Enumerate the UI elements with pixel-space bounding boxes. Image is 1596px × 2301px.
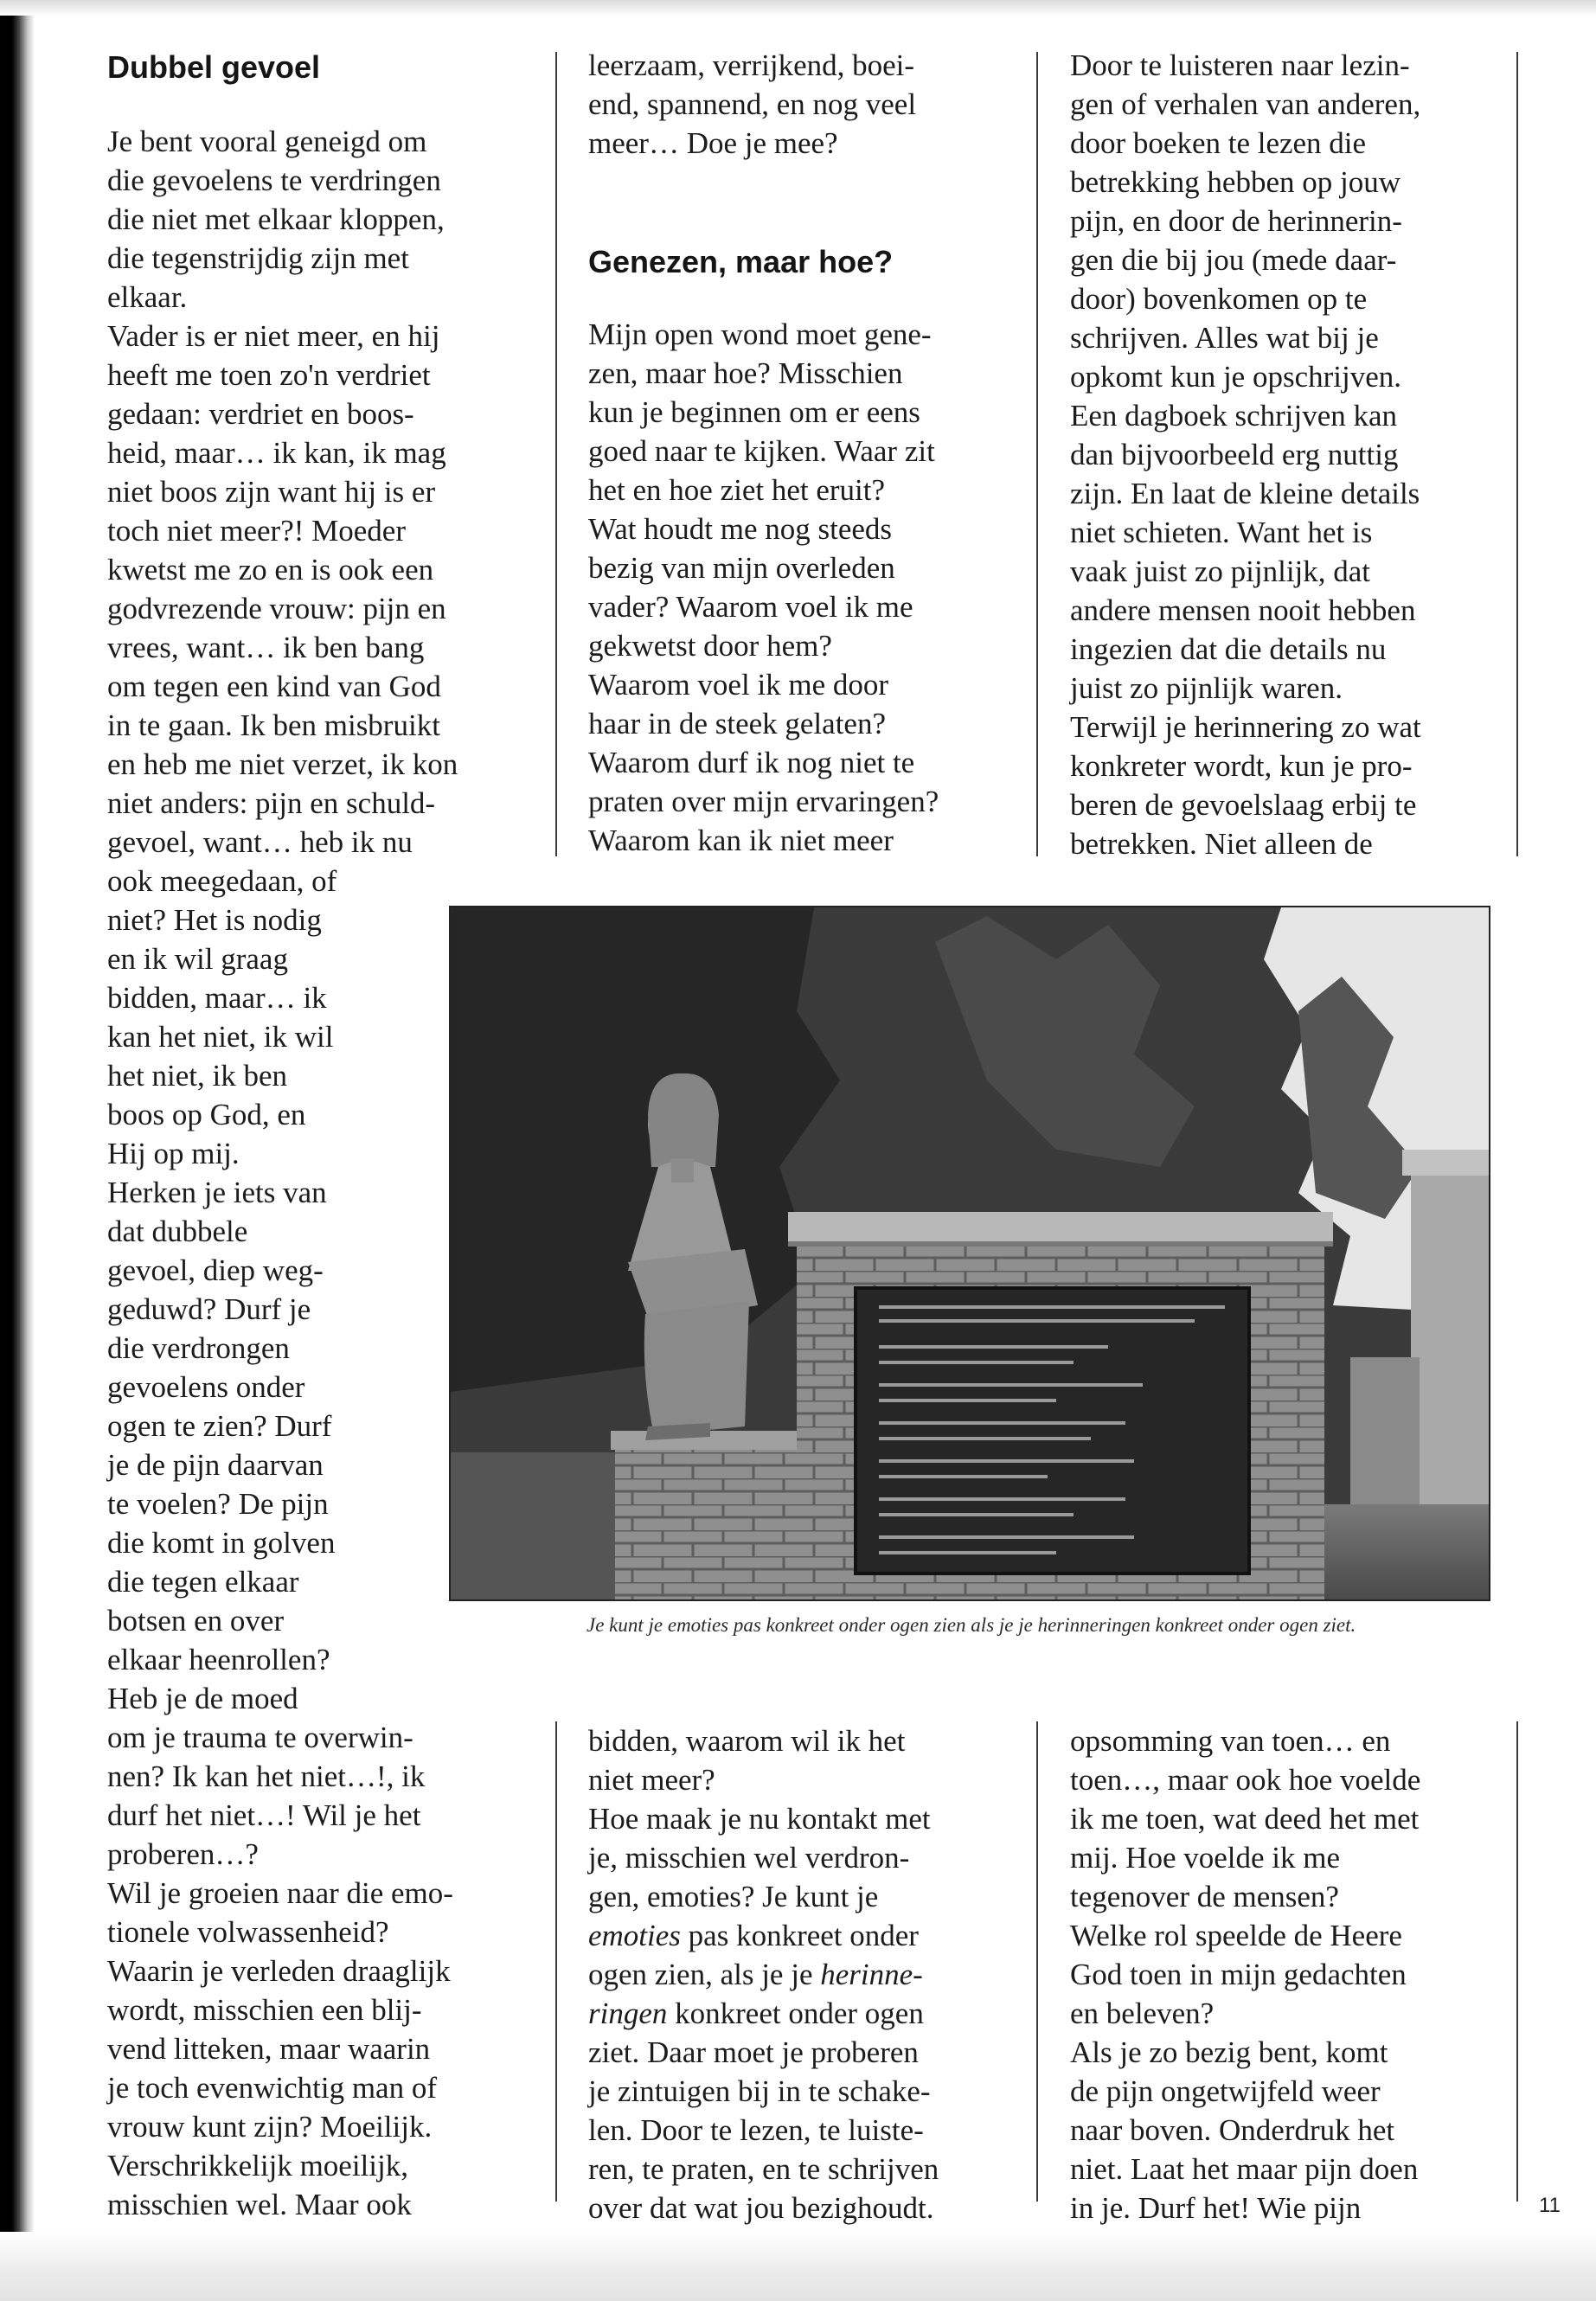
text-line: in te gaan. Ik ben misbruikt: [107, 708, 440, 742]
text-line: leerzaam, verrijkend, boei-: [588, 48, 915, 82]
text-line: Mijn open wond moet gene-: [588, 317, 932, 351]
text-line: gekwetst door hem?: [588, 629, 832, 663]
text-line: meer… Doe je mee?: [588, 126, 838, 160]
text-line: elkaar heenrollen?: [107, 1643, 330, 1676]
column-2-bottom-text: [588, 1721, 939, 2227]
text-line: kwetst me zo en is ook een: [107, 553, 434, 586]
text-line: gevoelens onder: [107, 1370, 305, 1404]
column-rule-1: [555, 52, 557, 856]
text-line: ogen te zien? Durf: [107, 1409, 332, 1443]
text-line: zijn. En laat de kleine details: [1070, 477, 1420, 510]
text-line: ren, te praten, en te schrijven: [588, 2152, 939, 2186]
text-line: dat dubbele: [107, 1215, 248, 1248]
section-heading-dubbel-gevoel: Dubbel gevoel: [107, 49, 321, 85]
text-fragment: pas konkreet onder: [680, 1919, 919, 1952]
text-line: en ik wil graag: [107, 942, 288, 976]
text-line: tegenover de mensen?: [1070, 1880, 1339, 1913]
text-line: je, misschien wel verdron-: [588, 1841, 910, 1875]
column-rule-4: [555, 1721, 557, 2202]
text-line: Waarom voel ik me door: [588, 668, 889, 702]
text-line: opkomt kun je opschrijven.: [1070, 360, 1402, 394]
text-line: praten over mijn ervaringen?: [588, 785, 939, 818]
text-line: Je bent vooral geneigd om: [107, 125, 427, 158]
text-line: niet? Het is nodig: [107, 903, 322, 937]
text-line: [588, 1916, 939, 1955]
text-line: zen, maar hoe? Misschien: [588, 356, 903, 390]
text-line: botsen en over: [107, 1604, 285, 1638]
text-line: die gevoelens te verdringen: [107, 163, 441, 197]
text-line: Terwijl je herinnering zo wat: [1070, 710, 1421, 744]
text-line: [588, 1994, 939, 2033]
text-line: heeft me toen zo'n verdriet: [107, 358, 431, 392]
text-line: gevoel, diep weg-: [107, 1253, 324, 1287]
text-line: vader? Waarom voel ik me: [588, 590, 913, 624]
text-line: elkaar.: [107, 280, 188, 314]
column-3-bottom-text: [1070, 1721, 1420, 2227]
text-line: konkreter wordt, kun je pro-: [1070, 749, 1413, 783]
text-line: beren de gevoelslaag erbij te: [1070, 788, 1417, 822]
italic-word: emoties: [588, 1919, 681, 1952]
text-fragment: ogen zien, als je je: [588, 1958, 821, 1991]
text-line: Vader is er niet meer, en hij: [107, 319, 440, 353]
text-line: gevoel, want… heb ik nu: [107, 825, 413, 859]
text-line: vrouw kunt zijn? Moeilijk.: [107, 2110, 433, 2144]
text-line: proberen…?: [107, 1837, 259, 1871]
scan-edge-left: [0, 0, 35, 2301]
text-line: naar boven. Onderdruk het: [1070, 2113, 1395, 2147]
text-line: Wat houdt me nog steeds: [588, 512, 893, 546]
text-line: mij. Hoe voelde ik me: [1070, 1841, 1341, 1875]
column-rule-2: [1036, 52, 1038, 856]
text-fragment: konkreet onder ogen: [667, 1997, 924, 2030]
text-line: ziet. Daar moet je proberen: [588, 2035, 919, 2069]
text-line: ik me toen, wat deed het met: [1070, 1802, 1420, 1836]
text-line: toch niet meer?! Moeder: [107, 514, 406, 548]
text-line: juist zo pijnlijk waren.: [1070, 671, 1343, 705]
column-rule-5: [1036, 1721, 1038, 2202]
text-line: ingezien dat die details nu: [1070, 632, 1387, 666]
text-line: over dat wat jou bezighoudt.: [588, 2191, 934, 2225]
text-line: niet. Laat het maar pijn doen: [1070, 2152, 1419, 2186]
text-line: door) bovenkomen op te: [1070, 282, 1368, 316]
text-line: gedaan: verdriet en boos-: [107, 397, 414, 431]
text-line: Waarom durf ik nog niet te: [588, 746, 915, 779]
text-line: [588, 1955, 939, 1994]
text-line: het en hoe ziet het eruit?: [588, 473, 886, 507]
text-line: toen…, maar ook hoe voelde: [1070, 1763, 1421, 1797]
text-line: opsomming van toen… en: [1070, 1724, 1391, 1758]
section-heading-genezen-maar-hoe: Genezen, maar hoe?: [588, 244, 894, 279]
text-line: die tegenstrijdig zijn met: [107, 241, 409, 275]
text-line: bidden, maar… ik: [107, 981, 327, 1015]
text-line: en beleven?: [1070, 1997, 1215, 2030]
text-line: durf het niet…! Wil je het: [107, 1798, 421, 1832]
text-line: je toch evenwichtig man of: [107, 2071, 437, 2105]
text-line: andere mensen nooit hebben: [1070, 593, 1416, 627]
text-line: niet boos zijn want hij is er: [107, 475, 436, 509]
text-line: niet meer?: [588, 1763, 715, 1797]
text-line: schrijven. Alles wat bij je: [1070, 321, 1379, 355]
text-line: Waarin je verleden draaglijk: [107, 1954, 451, 1988]
text-line: Een dagboek schrijven kan: [1070, 399, 1398, 433]
text-line: misschien wel. Maar ook: [107, 2188, 412, 2221]
column-rule-3: [1516, 52, 1518, 856]
text-line: gen die bij jou (mede daar-: [1070, 243, 1397, 277]
text-line: vrees, want… ik ben bang: [107, 631, 425, 664]
text-line: die niet met elkaar kloppen,: [107, 202, 445, 236]
text-line: gen, emoties? Je kunt je: [588, 1880, 879, 1913]
text-line: wordt, misschien een blij-: [107, 1993, 422, 2027]
text-line: Welke rol speelde de Heere: [1070, 1919, 1402, 1952]
text-line: door boeken te lezen die: [1070, 126, 1367, 160]
text-line: die tegen elkaar: [107, 1565, 299, 1599]
text-line: bezig van mijn overleden: [588, 551, 895, 585]
text-line: Herken je iets van: [107, 1176, 327, 1209]
text-line: Hoe maak je nu kontakt met: [588, 1802, 931, 1836]
text-line: heid, maar… ik kan, ik mag: [107, 436, 446, 470]
text-line: om je trauma te overwin-: [107, 1721, 413, 1754]
text-line: Waarom kan ik niet meer: [588, 824, 894, 857]
text-line: om tegen een kind van God: [107, 670, 441, 703]
text-line: haar in de steek gelaten?: [588, 707, 886, 740]
scan-edge-bottom: [0, 2232, 1596, 2301]
text-line: het niet, ik ben: [107, 1059, 288, 1093]
text-line: te voelen? De pijn: [107, 1487, 329, 1521]
memorial-photo-image: [451, 907, 1489, 1599]
text-line: Heb je de moed: [107, 1682, 298, 1715]
text-line: niet schieten. Want het is: [1070, 516, 1373, 549]
text-line: dan bijvoorbeeld erg nuttig: [1070, 438, 1399, 471]
column-2-top-text: [588, 46, 916, 163]
text-line: vend litteken, maar waarin: [107, 2032, 431, 2066]
text-line: nen? Ik kan het niet…!, ik: [107, 1759, 426, 1793]
column-3-top-text: [1070, 46, 1421, 863]
text-line: Door te luisteren naar lezin-: [1070, 48, 1410, 82]
scan-edge-top: [0, 0, 1596, 16]
text-line: Hij op mij.: [107, 1137, 240, 1170]
text-line: Verschrikkelijk moeilijk,: [107, 2149, 408, 2182]
text-line: gen of verhalen van anderen,: [1070, 87, 1421, 121]
italic-word: herinne-: [820, 1958, 923, 1991]
text-line: tionele volwassenheid?: [107, 1915, 389, 1949]
text-line: de pijn ongetwijfeld weer: [1070, 2074, 1381, 2108]
text-line: bidden, waarom wil ik het: [588, 1724, 906, 1758]
italic-word: ringen: [588, 1997, 668, 2030]
text-line: kan het niet, ik wil: [107, 1020, 334, 1054]
text-line: ook meegedaan, of: [107, 864, 337, 898]
text-line: len. Door te lezen, te luiste-: [588, 2113, 924, 2147]
text-line: je zintuigen bij in te schake-: [588, 2074, 931, 2108]
text-line: vaak juist zo pijnlijk, dat: [1070, 554, 1371, 588]
memorial-photo: [449, 906, 1490, 1601]
text-line: goed naar te kijken. Waar zit: [588, 434, 935, 468]
text-line: kun je beginnen om er eens: [588, 395, 920, 429]
text-line: betrekking hebben op jouw: [1070, 165, 1401, 199]
text-line: die komt in golven: [107, 1526, 336, 1560]
text-line: Als je zo bezig bent, komt: [1070, 2035, 1388, 2069]
text-line: pijn, en door de herinnerin-: [1070, 204, 1402, 238]
text-line: en heb me niet verzet, ik kon: [107, 747, 458, 781]
text-line: die verdrongen: [107, 1331, 290, 1365]
column-1-text: [107, 122, 458, 2224]
photo-caption: Je kunt je emoties pas konkreet onder ogen zien als je je herinneringen konkreet onder ogen ziet.: [586, 1614, 1356, 1636]
text-line: betrekken. Niet alleen de: [1070, 827, 1373, 861]
text-line: God toen in mijn gedachten: [1070, 1958, 1407, 1991]
text-line: geduwd? Durf je: [107, 1292, 311, 1326]
column-rule-6: [1516, 1721, 1518, 2202]
text-line: end, spannend, en nog veel: [588, 87, 917, 121]
text-line: Wil je groeien naar die emo-: [107, 1876, 453, 1910]
text-line: boos op God, en: [107, 1098, 306, 1131]
page-number: 11: [1539, 2194, 1561, 2217]
text-line: niet anders: pijn en schuld-: [107, 786, 436, 820]
text-line: in je. Durf het! Wie pijn: [1070, 2191, 1362, 2225]
column-2-middle-text: [588, 315, 939, 860]
text-line: godvrezende vrouw: pijn en: [107, 592, 446, 625]
text-line: je de pijn daarvan: [107, 1448, 324, 1482]
